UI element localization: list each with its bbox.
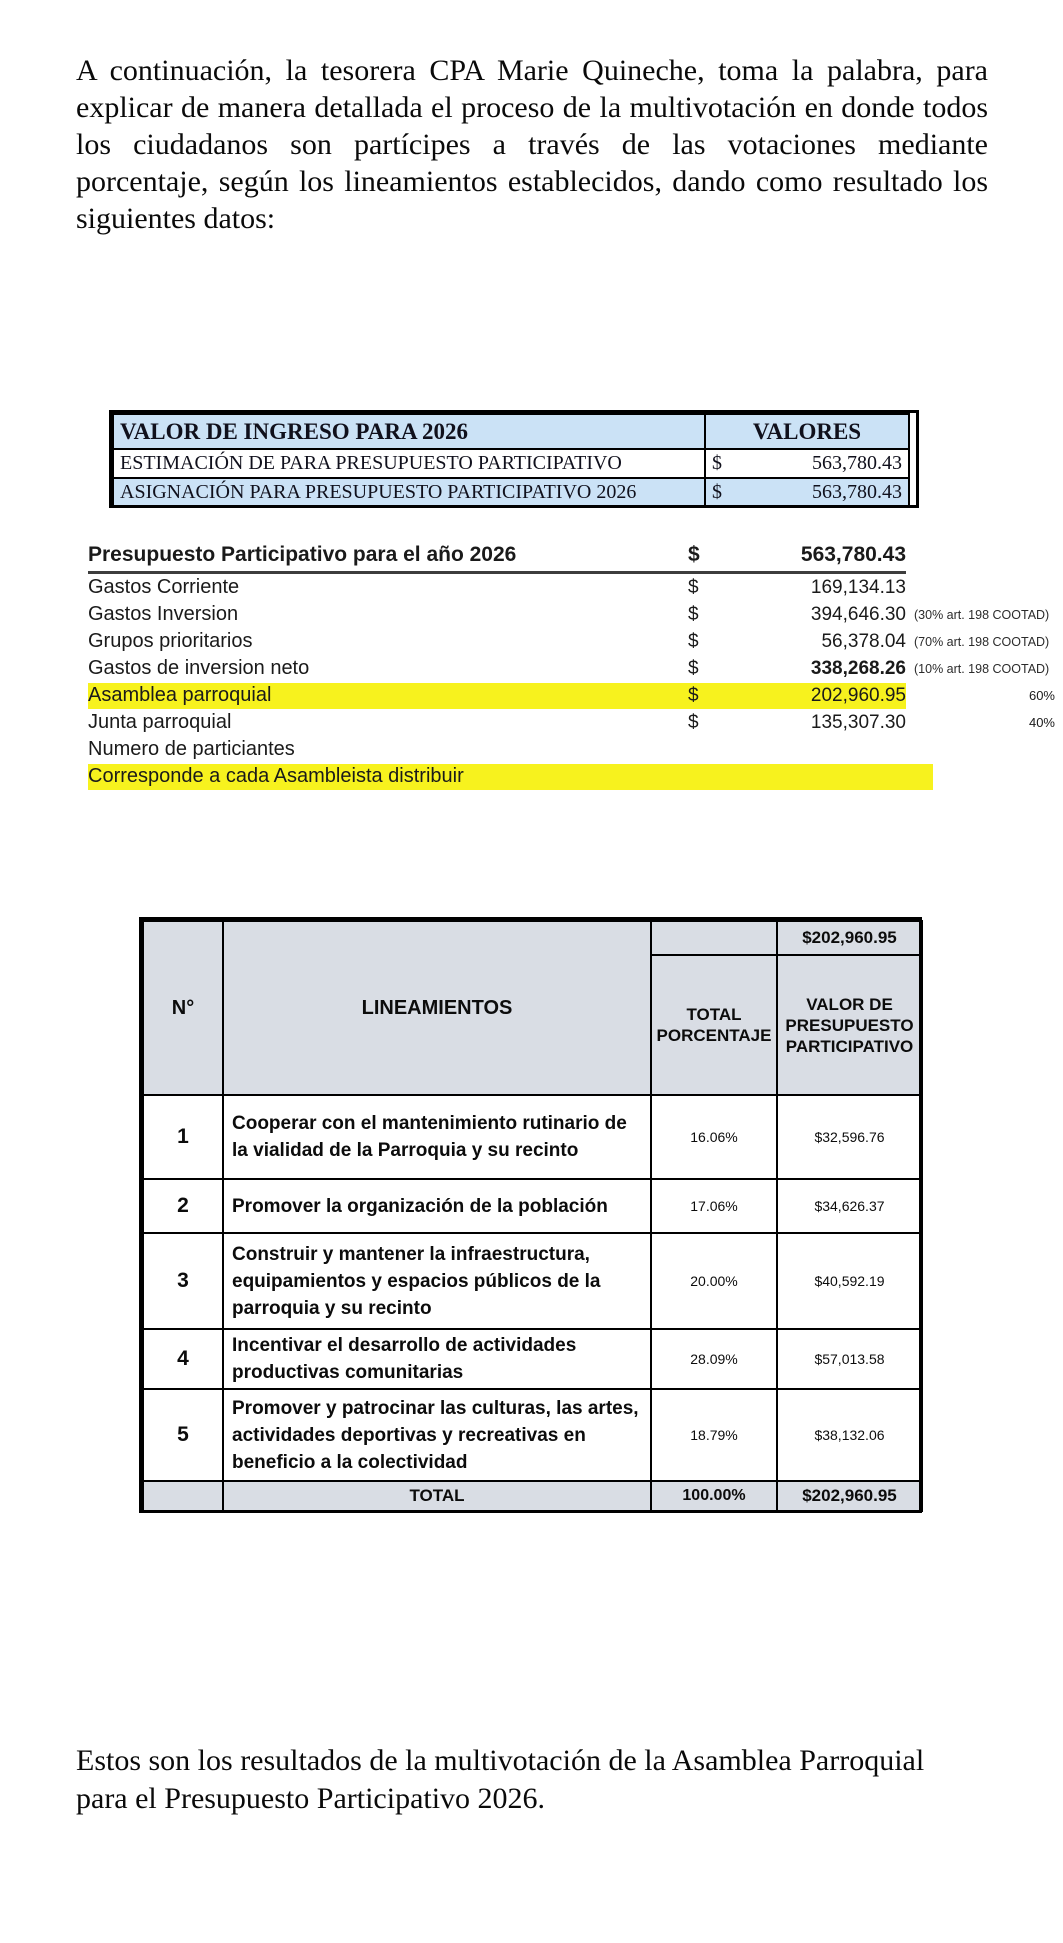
income-table-values-header: VALORES (705, 414, 909, 449)
assembly-budget-empty-cell (651, 921, 777, 955)
budget-row-note: (30% art. 198 COOTAD) (914, 607, 1050, 622)
row-text: Promover la organización de la población (223, 1179, 651, 1233)
currency-symbol: $ (688, 684, 699, 706)
currency-symbol: $ (688, 543, 700, 566)
budget-row-label: Corresponde a cada Asambleista distribuir (88, 765, 464, 787)
row-percentage: 28.09% (651, 1329, 777, 1389)
currency-symbol: $ (688, 630, 699, 652)
currency-symbol: $ (711, 481, 722, 503)
budget-row-value: 169,134.13 (810, 576, 906, 598)
header-cell-value: VALOR DE PRESUPUESTO PARTICIPATIVO (777, 955, 922, 1095)
budget-row-label: Gastos Corriente (88, 576, 240, 598)
currency-symbol: $ (711, 452, 722, 474)
row-value: $32,596.76 (777, 1095, 922, 1179)
budget-summary (88, 536, 1063, 790)
budget-row-label: Gastos de inversion neto (88, 657, 310, 679)
row-text: Incentivar el desarrollo de actividades productivas comunitarias (223, 1329, 651, 1389)
budget-row-value: 338,268.26 (810, 657, 906, 679)
row-percentage: 17.06% (651, 1179, 777, 1233)
total-value: $202,960.95 (777, 1481, 922, 1511)
row-value: $38,132.06 (777, 1389, 922, 1481)
lineamiento-row (143, 1329, 922, 1389)
budget-row-value: 202,960.95 (810, 684, 906, 706)
header-cell-lineamientos: LINEAMIENTOS (223, 921, 651, 1095)
currency-symbol: $ (688, 603, 699, 625)
row-text: Cooperar con el mantenimiento rutinario de la vialidad de la Parroquia y su recinto (223, 1095, 651, 1179)
row-number: 3 (143, 1233, 223, 1329)
budget-row-label: Grupos prioritarios (88, 630, 253, 652)
budget-row (88, 574, 1063, 601)
income-table-title: VALOR DE INGRESO PARA 2026 (113, 414, 705, 449)
closing-paragraph: Estos son los resultados de la multivotación de la Asamblea Parroquial para el Presupuesto Participativo 2026. (76, 1744, 925, 1815)
budget-row-note: (10% art. 198 COOTAD) (914, 661, 1050, 676)
row-number: 1 (143, 1095, 223, 1179)
currency-symbol: $ (688, 711, 699, 733)
budget-row-label: Numero de particiantes (88, 738, 295, 760)
row-number: 5 (143, 1389, 223, 1481)
budget-row-label: Asamblea parroquial (88, 684, 272, 706)
header-cell-num: N° (143, 921, 223, 1095)
total-empty-cell (143, 1481, 223, 1511)
income-row-value: 563,780.43 (812, 481, 902, 503)
budget-row-label: Gastos Inversion (88, 603, 239, 625)
budget-row-note: (70% art. 198 COOTAD) (914, 634, 1050, 649)
budget-row (88, 628, 1063, 655)
row-percentage: 18.79% (651, 1389, 777, 1481)
total-row (143, 1481, 922, 1511)
intro-paragraph: A continuación, la tesorera CPA Marie Quineche, toma la palabra, para explicar de manera detallada el proceso de la multivotación en donde todos los ciudadanos son partícipes a través de las votaciones mediante porcentaje, según los lineamientos establecidos, dando como resultado los siguientes datos: (76, 54, 988, 235)
lineamiento-row (143, 1233, 922, 1329)
income-table-border (109, 410, 919, 508)
row-value: $40,592.19 (777, 1233, 922, 1329)
assembly-budget-value: $202,960.95 (777, 921, 922, 955)
lineamiento-row (143, 1389, 922, 1481)
income-row-value: 563,780.43 (812, 452, 902, 474)
row-percentage: 20.00% (651, 1233, 777, 1329)
budget-summary-total-wrap (688, 543, 906, 574)
assembly-budget-row (143, 921, 922, 955)
row-number: 2 (143, 1179, 223, 1233)
budget-row (88, 655, 1063, 682)
lineamientos-table (142, 920, 923, 1512)
budget-row-value: 394,646.30 (810, 603, 906, 625)
budget-summary-title: Presupuesto Participativo para el año 2026 (88, 543, 688, 574)
budget-row-percentage: 60% (1028, 688, 1055, 703)
lineamiento-row (143, 1095, 922, 1179)
budget-row-value: 56,378.04 (821, 630, 906, 652)
row-text: Construir y mantener la infraestructura, equipamientos y espacios públicos de la parroquia y su recinto (223, 1233, 651, 1329)
lineamiento-row (143, 1179, 922, 1233)
row-text: Promover y patrocinar las culturas, las artes, actividades deportivas y recreativas en beneficio a la colectividad (223, 1389, 651, 1481)
row-value: $57,013.58 (777, 1329, 922, 1389)
row-value: $34,626.37 (777, 1179, 922, 1233)
header-cell-pct: TOTAL PORCENTAJE (651, 955, 777, 1095)
budget-row (88, 736, 1063, 763)
budget-summary-header-row (88, 536, 1063, 574)
currency-symbol: $ (688, 657, 699, 679)
budget-row-label: Junta parroquial (88, 711, 232, 733)
total-percentage: 100.00% (651, 1481, 777, 1511)
currency-symbol: $ (688, 576, 699, 598)
budget-row-highlighted (88, 763, 1063, 790)
row-percentage: 16.06% (651, 1095, 777, 1179)
income-row-label: ESTIMACIÓN DE PARA PRESUPUESTO PARTICIPATIVO (113, 449, 705, 478)
budget-row-percentage: 40% (1028, 715, 1055, 730)
budget-row (88, 601, 1063, 628)
budget-row-value: 135,307.30 (810, 711, 906, 733)
budget-row (88, 709, 1063, 736)
total-label: TOTAL (223, 1481, 651, 1511)
budget-row-highlighted (88, 682, 1063, 709)
income-row-label: ASIGNACIÓN PARA PRESUPUESTO PARTICIPATIVO 2026 (113, 478, 705, 507)
budget-summary-total: 563,780.43 (800, 543, 906, 566)
row-number: 4 (143, 1329, 223, 1389)
